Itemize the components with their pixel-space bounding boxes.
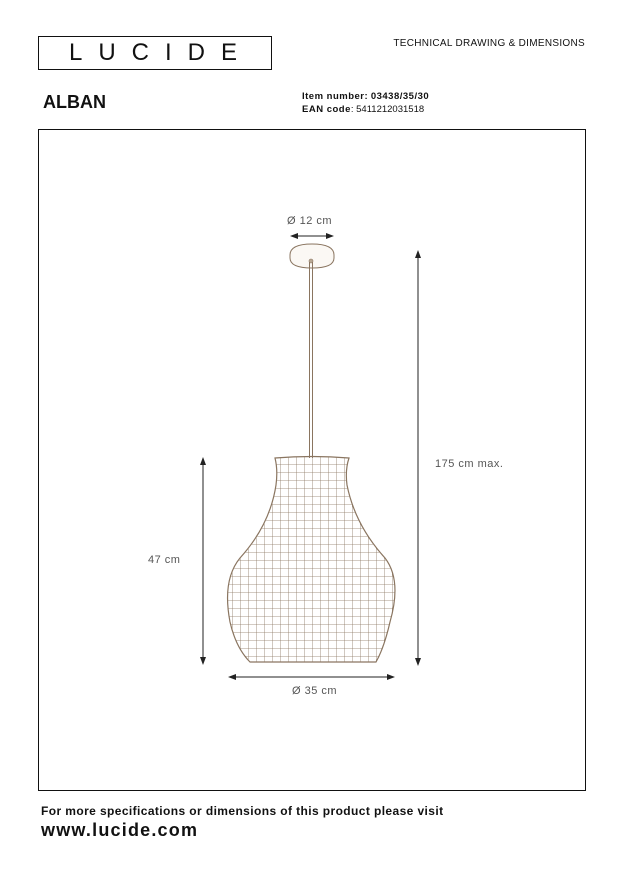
shade-diameter-label: Ø 35 cm bbox=[292, 685, 338, 697]
product-name: ALBAN bbox=[43, 92, 106, 112]
document-type: TECHNICAL DRAWING & DIMENSIONS bbox=[393, 38, 585, 49]
item-number-value: 03438/35/30 bbox=[370, 91, 430, 102]
canopy-diameter-label: Ø 12 cm bbox=[287, 215, 333, 227]
brand-logo-text: LUCIDE bbox=[68, 39, 254, 66]
lamp-shade bbox=[220, 450, 410, 670]
ean-label: EAN code bbox=[302, 104, 351, 115]
item-number-label: Item number: bbox=[302, 91, 369, 102]
total-height-label: 175 cm max. bbox=[435, 458, 504, 470]
pendant-cord bbox=[310, 262, 313, 458]
shade-height-label: 47 cm bbox=[148, 554, 181, 566]
footer-website-link[interactable]: www.lucide.com bbox=[41, 820, 199, 840]
footer-note: For more specifications or dimensions of this product please visit bbox=[41, 804, 444, 818]
ean-value: : 5411212031518 bbox=[350, 104, 425, 115]
